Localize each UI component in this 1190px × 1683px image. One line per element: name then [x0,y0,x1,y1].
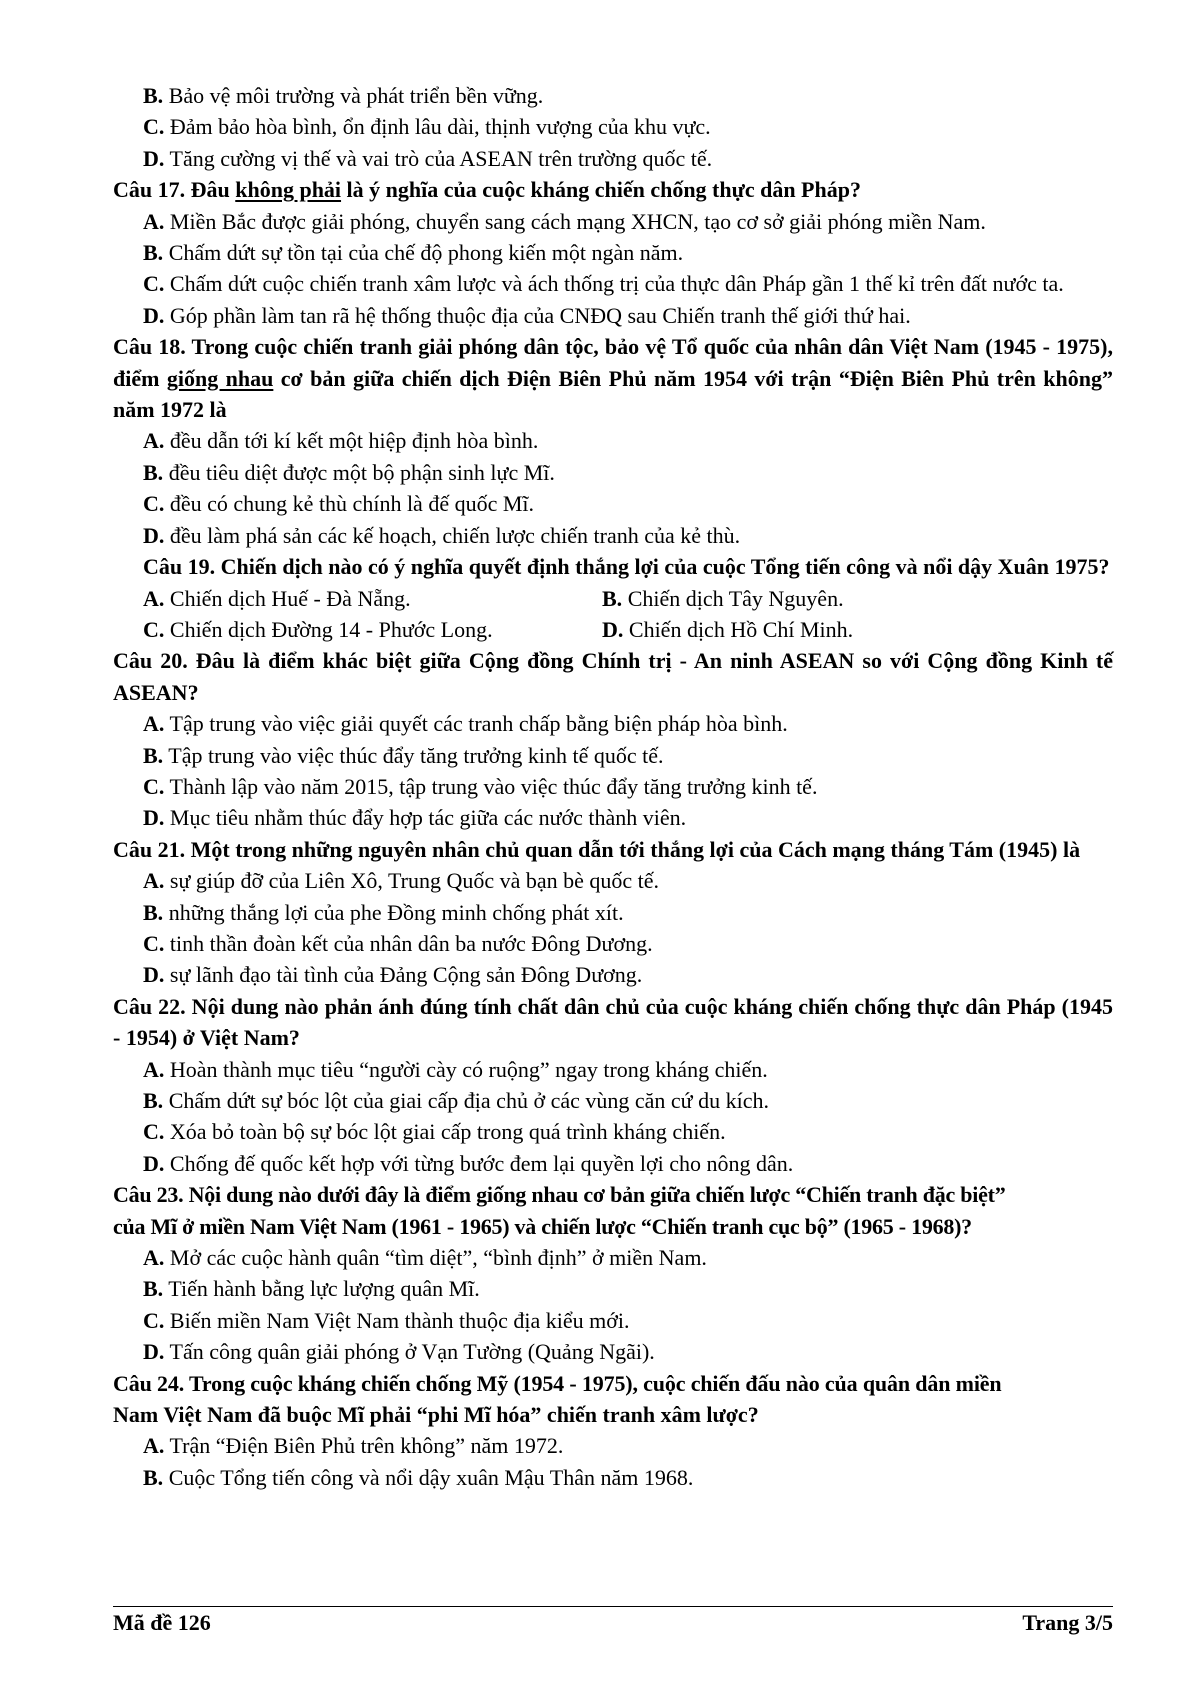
q23-question-line-1: Câu 23. Nội dung nào dưới đây là điểm giống nhau cơ bản giữa chiến lược “Chiến tranh đặc biệt” [113,1182,1006,1208]
q16-option-c: C. Đảm bảo hòa bình, ổn định lâu dài, thịnh vượng của khu vực. [143,114,711,140]
q21-option-a: A. sự giúp đỡ của Liên Xô, Trung Quốc và bạn bè quốc tế. [143,868,660,894]
q19-question: Câu 19. Chiến dịch nào có ý nghĩa quyết định thắng lợi của cuộc Tổng tiến công và nổi dậy Xuân 1975? [143,554,1110,580]
q18-option-a: A. đều dẫn tới kí kết một hiệp định hòa bình. [143,428,539,454]
q21-question: Câu 21. Một trong những nguyên nhân chủ quan dẫn tới thắng lợi của Cách mạng tháng Tám (1945) là [113,836,1081,862]
q19-option-c: C. Chiến dịch Đường 14 - Phước Long. [143,616,493,642]
exam-code: Mã đề 126 [113,1610,211,1635]
q19-option-a: A. Chiến dịch Huế - Đà Nẵng. [143,585,411,611]
page-number: Trang 3/5 [1022,1610,1113,1635]
q20-question: Câu 20. Đâu là điểm khác biệt giữa Cộng đồng Chính trị - An ninh ASEAN so với Cộng đồng Kinh tế ASEAN? [113,648,1113,705]
q18-option-d: D. đều làm phá sản các kế hoạch, chiến lược chiến tranh của kẻ thù. [143,522,741,548]
q18-emphasis: giống nhau [166,365,274,391]
q22-question: Câu 22. Nội dung nào phản ánh đúng tính chất dân chủ của cuộc kháng chiến chống thực dân Pháp (1945 - 1954) ở Việt Nam? [113,993,1113,1051]
q20-option-d: D. Mục tiêu nhằm thúc đẩy hợp tác giữa các nước thành viên. [143,805,687,831]
q23-option-b: B. Tiến hành bằng lực lượng quân Mĩ. [143,1276,480,1302]
q19-options-row-2 [113,614,1113,645]
q17-option-d: D. Góp phần làm tan rã hệ thống thuộc địa của CNĐQ sau Chiến tranh thế giới thứ hai. [143,302,911,328]
q18-question: Câu 18. Trong cuộc chiến tranh giải phóng dân tộc, bảo vệ Tổ quốc của nhân dân Việt Nam (1945 - 1975), điểm giống nhau cơ bản giữa chiến dịch Điện Biên Phủ năm 1954 với trận “Điện Biên Phủ trên không” năm 1972 là [113,334,1113,423]
q17-option-a: A. Miền Bắc được giải phóng, chuyển sang cách mạng XHCN, tạo cơ sở giải phóng miền Nam. [143,208,986,234]
q24-question-line-1: Câu 24. Trong cuộc kháng chiến chống Mỹ (1954 - 1975), cuộc chiến đấu nào của quân dân miền [113,1370,1002,1396]
exam-content [113,80,1113,1493]
q22-option-b: B. Chấm dứt sự bóc lột của giai cấp địa chủ ở các vùng căn cứ du kích. [143,1088,769,1113]
q21-option-d: D. sự lãnh đạo tài tình của Đảng Cộng sản Đông Dương. [143,962,643,988]
q17-emphasis: không phải [235,177,342,203]
q17-option-c: C. Chấm dứt cuộc chiến tranh xâm lược và ách thống trị của thực dân Pháp gần 1 thế kỉ trên đất nước ta. [143,271,1064,297]
q22-option-a: A. Hoàn thành mục tiêu “người cày có ruộng” ngay trong kháng chiến. [143,1056,768,1082]
q24-question-line-2: Nam Việt Nam đã buộc Mĩ phải “phi Mĩ hóa” chiến tranh xâm lược? [113,1402,759,1428]
q22-option-c: C. Xóa bỏ toàn bộ sự bóc lột giai cấp trong quá trình kháng chiến. [143,1119,726,1145]
q18-option-c: C. đều có chung kẻ thù chính là đế quốc Mĩ. [143,491,535,517]
page-footer [113,1608,1113,1638]
q18-option-b: B. đều tiêu diệt được một bộ phận sinh lực Mĩ. [143,459,555,485]
q19-option-b: B. Chiến dịch Tây Nguyên. [602,585,844,611]
q19-option-d: D. Chiến dịch Hồ Chí Minh. [602,616,854,642]
footer-divider [113,1606,1113,1607]
q24-option-b: B. Cuộc Tổng tiến công và nổi dậy xuân Mậu Thân năm 1968. [143,1464,694,1490]
q19-options-row-1 [113,583,1113,614]
q23-option-c: C. Biến miền Nam Việt Nam thành thuộc địa kiểu mới. [143,1307,630,1333]
q22-option-d: D. Chống đế quốc kết hợp với từng bước đem lại quyền lợi cho nông dân. [143,1150,794,1176]
q23-option-d: D. Tấn công quân giải phóng ở Vạn Tường (Quảng Ngãi). [143,1339,655,1365]
q16-option-b: B. Bảo vệ môi trường và phát triển bền vững. [143,83,544,108]
q20-option-c: C. Thành lập vào năm 2015, tập trung vào việc thúc đẩy tăng trưởng kinh tế. [143,773,818,799]
q24-option-a: A. Trận “Điện Biên Phủ trên không” năm 1972. [143,1433,564,1459]
q21-option-c: C. tinh thần đoàn kết của nhân dân ba nước Đông Dương. [143,930,653,956]
q17-question: Câu 17. Đâu không phải là ý nghĩa của cuộc kháng chiến chống thực dân Pháp? [113,177,861,203]
q23-option-a: A. Mở các cuộc hành quân “tìm diệt”, “bình định” ở miền Nam. [143,1245,707,1271]
q20-option-a: A. Tập trung vào việc giải quyết các tranh chấp bằng biện pháp hòa bình. [143,711,788,737]
q21-option-b: B. những thắng lợi của phe Đồng minh chống phát xít. [143,899,624,925]
q17-option-b: B. Chấm dứt sự tồn tại của chế độ phong kiến một ngàn năm. [143,240,684,266]
q20-option-b: B. Tập trung vào việc thúc đẩy tăng trưởng kinh tế quốc tế. [143,742,664,768]
q16-option-d: D. Tăng cường vị thế và vai trò của ASEAN trên trường quốc tế. [143,145,713,171]
q23-question-line-2: của Mĩ ở miền Nam Việt Nam (1961 - 1965) và chiến lược “Chiến tranh cục bộ” (1965 - 1968)? [113,1213,972,1239]
